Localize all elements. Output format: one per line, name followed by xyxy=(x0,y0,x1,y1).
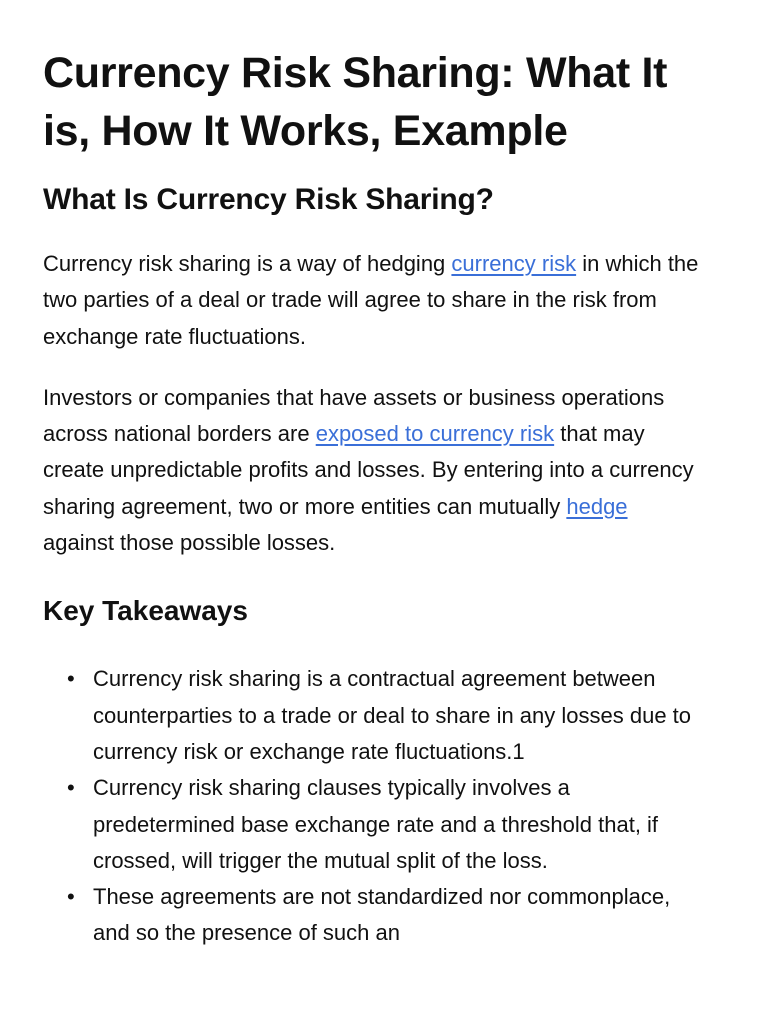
bullet-icon: • xyxy=(67,775,75,801)
key-takeaways-heading: Key Takeaways xyxy=(43,595,248,627)
paragraph-text: Currency risk sharing is a way of hedging xyxy=(43,251,452,276)
bullet-icon: • xyxy=(67,666,75,692)
list-item xyxy=(67,770,703,879)
paragraph-text: Investors or companies that have assets or business operations across national borders are xyxy=(43,384,665,447)
paragraph-text: in which the two parties of a deal or trade will agree to share in the risk from exchange rate fluctuations. xyxy=(43,251,699,349)
currency-risk-link[interactable]: currency risk xyxy=(451,251,577,276)
paragraph-text: that may create unpredictable profits and losses. By entering into a currency sharing agreement, two or more entities can mutually xyxy=(43,421,694,519)
exposed-to-currency-risk-link[interactable]: exposed to currency risk xyxy=(315,421,555,447)
bullet-icon: • xyxy=(67,884,75,910)
paragraph-text: against those possible losses. xyxy=(43,530,336,556)
hedge-link[interactable]: hedge xyxy=(566,493,628,519)
key-takeaways-list xyxy=(43,661,703,951)
list-item-text: Currency risk sharing is a contractual agreement between counterparties to a trade or deal to share in any losses due to currency risk or exchange rate fluctuations.1 xyxy=(93,666,692,764)
article xyxy=(43,44,703,952)
list-item-text: These agreements are not standardized nor commonplace, and so the presence of such an xyxy=(93,884,671,946)
list-item xyxy=(67,661,703,770)
paragraph-intro xyxy=(43,246,703,355)
list-item xyxy=(67,879,703,952)
list-item-text: Currency risk sharing clauses typically involves a predetermined base exchange rate and a threshold that, if crossed, will trigger the mutual split of the loss. xyxy=(93,775,659,873)
page-title: Currency Risk Sharing: What It is, How It Works, Example xyxy=(43,49,668,155)
paragraph-exposure xyxy=(43,380,703,561)
section-heading: What Is Currency Risk Sharing? xyxy=(43,183,494,216)
